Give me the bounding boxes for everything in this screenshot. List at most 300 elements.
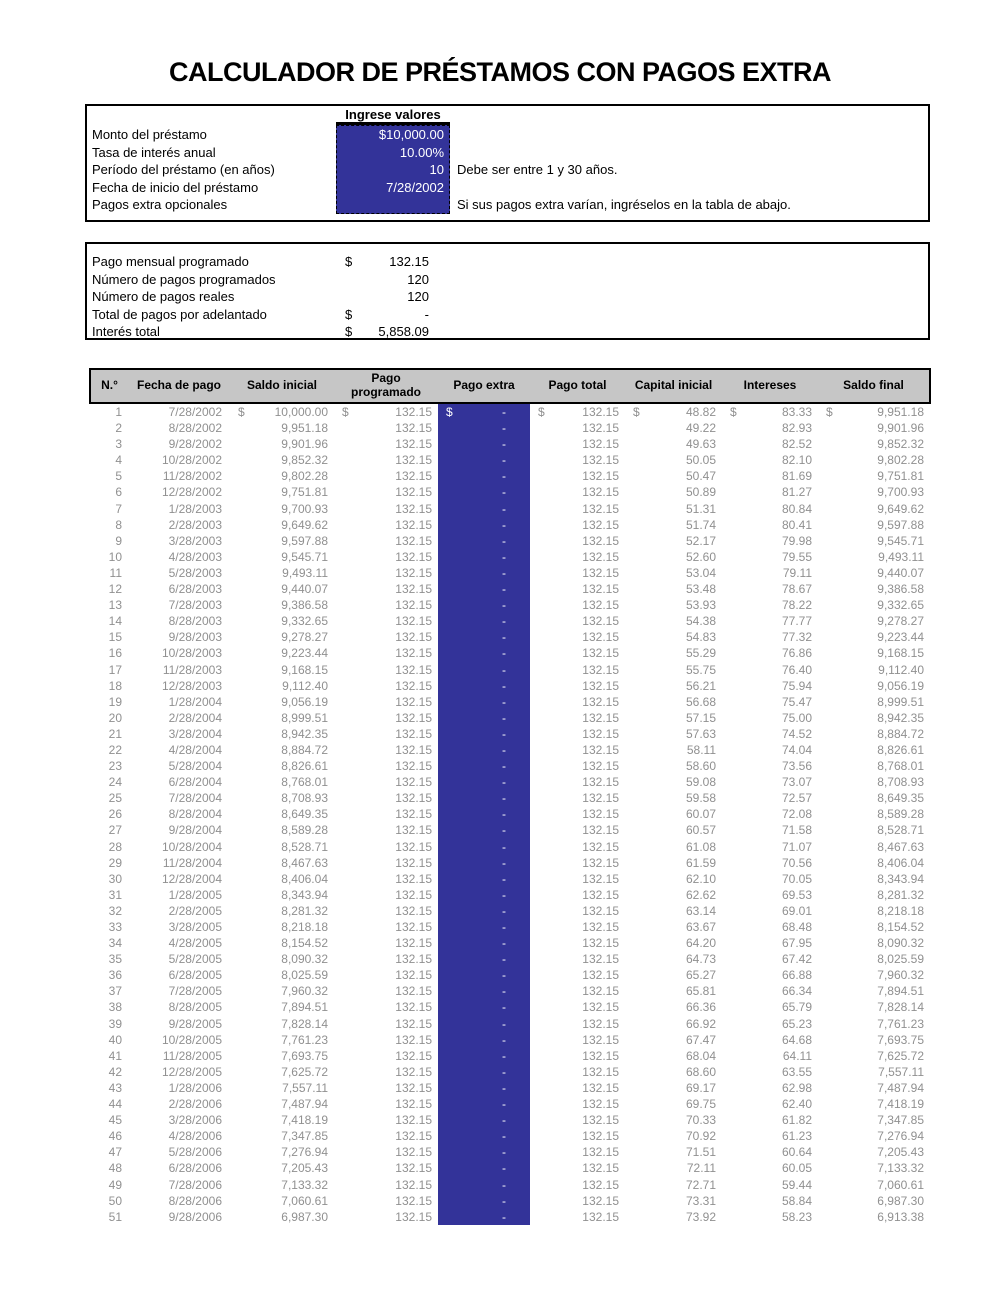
cell-principal: 72.71 bbox=[685, 1177, 716, 1192]
input-rows bbox=[87, 126, 928, 214]
cell-ending-balance: 9,700.93 bbox=[877, 485, 924, 500]
cell-scheduled-payment: 132.15 bbox=[395, 453, 432, 468]
cell-payment-date: 7/28/2003 bbox=[168, 598, 222, 613]
cell-payment-number: 14 bbox=[108, 614, 122, 629]
cell-extra-payment-input[interactable]: - bbox=[438, 1160, 530, 1176]
cell-beginning-balance: 7,276.94 bbox=[281, 1145, 328, 1160]
cell-payment-number: 20 bbox=[108, 710, 122, 725]
input-value-cell[interactable]: 10.00% bbox=[399, 144, 444, 160]
cell-payment-number: 5 bbox=[115, 469, 122, 484]
cell-ending-balance: 7,418.19 bbox=[877, 1097, 924, 1112]
table-row bbox=[90, 935, 930, 951]
cell-beginning-balance: 9,332.65 bbox=[281, 614, 328, 629]
cell-principal: 61.08 bbox=[685, 839, 716, 854]
cell-principal: 56.68 bbox=[685, 694, 716, 709]
schedule-table bbox=[89, 368, 931, 1225]
cell-total-payment: 132.15 bbox=[582, 533, 619, 548]
cell-interest: 61.82 bbox=[781, 1113, 812, 1128]
cell-scheduled-payment: 132.15 bbox=[395, 598, 432, 613]
cell-extra-payment-input[interactable]: - bbox=[438, 501, 530, 517]
cell-principal: 55.29 bbox=[685, 646, 716, 661]
table-row bbox=[90, 581, 930, 597]
cell-principal: 62.10 bbox=[685, 871, 716, 886]
cell-ending-balance: 8,768.01 bbox=[877, 759, 924, 774]
cell-total-payment: 132.15 bbox=[582, 469, 619, 484]
summary-row bbox=[87, 271, 928, 289]
cell-payment-number: 31 bbox=[108, 887, 122, 902]
table-row bbox=[90, 1209, 930, 1225]
cell-interest: 79.11 bbox=[782, 565, 812, 580]
cell-extra-payment-input[interactable]: - bbox=[438, 484, 530, 500]
cell-total-payment: 132.15 bbox=[582, 823, 619, 838]
cell-scheduled-payment: 132.15 bbox=[395, 485, 432, 500]
cell-total-payment: 132.15 bbox=[582, 984, 619, 999]
cell-extra-payment-input[interactable]: - bbox=[438, 1096, 530, 1112]
cell-extra-payment-input[interactable]: - bbox=[438, 1080, 530, 1096]
table-row bbox=[90, 758, 930, 774]
cell-ending-balance: 7,205.43 bbox=[877, 1145, 924, 1160]
cell-interest: 75.00 bbox=[781, 710, 812, 725]
cell-interest: 65.23 bbox=[781, 1016, 812, 1031]
column-header: Fecha de pago bbox=[128, 369, 230, 403]
cell-extra-payment-input[interactable]: - bbox=[438, 806, 530, 822]
cell-payment-date: 5/28/2003 bbox=[168, 565, 222, 580]
summary-value: 120 bbox=[407, 271, 429, 287]
cell-total-payment: 132.15 bbox=[582, 501, 619, 516]
cell-payment-number: 9 bbox=[115, 533, 122, 548]
cell-interest: 60.64 bbox=[781, 1145, 812, 1160]
cell-principal: 51.31 bbox=[685, 501, 716, 516]
cell-scheduled-payment: 132.15 bbox=[395, 614, 432, 629]
cell-payment-date: 9/28/2004 bbox=[168, 823, 222, 838]
cell-scheduled-payment: 132.15 bbox=[395, 1177, 432, 1192]
cell-beginning-balance: 7,625.72 bbox=[281, 1064, 328, 1079]
cell-ending-balance: 8,999.51 bbox=[877, 694, 924, 709]
cell-scheduled-payment: 132.15 bbox=[395, 839, 432, 854]
cell-total-payment: 132.15 bbox=[582, 598, 619, 613]
cell-extra-payment-input[interactable]: - bbox=[438, 951, 530, 967]
input-value-cell[interactable]: 10 bbox=[429, 162, 444, 177]
cell-total-payment: 132.15 bbox=[582, 1161, 619, 1176]
summary-value: 132.15 bbox=[389, 254, 429, 269]
input-value-cell[interactable]: 7/28/2002 bbox=[386, 179, 444, 195]
cell-extra-payment-input[interactable]: - bbox=[438, 629, 530, 645]
cell-payment-date: 3/28/2005 bbox=[168, 920, 222, 934]
cell-extra-payment-input[interactable]: - bbox=[438, 1064, 530, 1080]
cell-payment-number: 27 bbox=[108, 823, 122, 838]
cell-principal: 53.48 bbox=[685, 582, 716, 597]
cell-interest: 78.22 bbox=[781, 598, 812, 613]
cell-payment-date: 11/28/2003 bbox=[162, 662, 222, 677]
cell-extra-payment-input[interactable]: - bbox=[438, 1112, 530, 1128]
cell-scheduled-payment: 132.15 bbox=[395, 1193, 432, 1208]
cell-interest: 81.69 bbox=[781, 469, 812, 484]
cell-beginning-balance: 8,154.52 bbox=[281, 936, 328, 951]
cell-beginning-balance: 7,060.61 bbox=[281, 1193, 328, 1208]
cell-extra-payment-input[interactable]: - bbox=[438, 967, 530, 983]
cell-principal: 60.57 bbox=[685, 823, 716, 838]
cell-extra-payment-input[interactable]: - bbox=[438, 581, 530, 597]
cell-beginning-balance: 7,133.32 bbox=[281, 1177, 328, 1192]
cell-principal: 57.63 bbox=[685, 726, 716, 741]
cell-interest: 62.40 bbox=[781, 1097, 812, 1112]
cell-scheduled-payment: 132.15 bbox=[395, 1000, 432, 1015]
table-row bbox=[90, 694, 930, 710]
cell-beginning-balance: 6,987.30 bbox=[281, 1209, 328, 1224]
summary-value: 120 bbox=[407, 289, 429, 304]
cell-principal: 55.75 bbox=[685, 662, 716, 677]
cell-extra-payment-input[interactable]: - bbox=[438, 468, 530, 484]
input-label: Monto del préstamo bbox=[92, 127, 207, 142]
cell-extra-payment-input[interactable]: - bbox=[438, 1016, 530, 1032]
cell-total-payment: 132.15 bbox=[582, 903, 619, 918]
cell-payment-number: 50 bbox=[108, 1193, 122, 1208]
cell-ending-balance: 7,625.72 bbox=[877, 1048, 924, 1063]
cell-extra-payment-input[interactable]: - bbox=[438, 517, 530, 533]
cell-payment-number: 47 bbox=[108, 1145, 122, 1160]
cell-extra-payment-input[interactable]: - bbox=[438, 855, 530, 871]
cell-beginning-balance: 8,826.61 bbox=[281, 759, 328, 774]
cell-ending-balance: 9,751.81 bbox=[877, 469, 924, 484]
cell-principal: 73.31 bbox=[685, 1193, 716, 1208]
input-row bbox=[87, 126, 928, 144]
cell-principal: 68.04 bbox=[685, 1048, 716, 1063]
cell-payment-date: 4/28/2004 bbox=[168, 742, 222, 757]
cell-payment-number: 30 bbox=[108, 871, 122, 886]
cell-extra-payment-input[interactable]: - bbox=[438, 662, 530, 678]
cell-extra-payment-input[interactable]: - bbox=[438, 887, 530, 903]
cell-ending-balance: 8,467.63 bbox=[877, 839, 924, 854]
column-header: N.° bbox=[90, 369, 128, 403]
table-row bbox=[90, 967, 930, 983]
cell-beginning-balance: 9,223.44 bbox=[281, 646, 328, 661]
cell-ending-balance: 9,112.40 bbox=[878, 662, 924, 677]
cell-extra-payment-input[interactable]: - bbox=[438, 533, 530, 549]
cell-payment-date: 3/28/2004 bbox=[168, 726, 222, 741]
cell-payment-date: 3/28/2006 bbox=[168, 1113, 222, 1128]
cell-interest: 74.04 bbox=[781, 742, 812, 757]
cell-ending-balance: 8,528.71 bbox=[877, 823, 924, 838]
cell-extra-payment-input[interactable]: - bbox=[438, 565, 530, 581]
cell-scheduled-payment: 132.15 bbox=[395, 1129, 432, 1144]
input-value-cell[interactable]: $10,000.00 bbox=[378, 127, 444, 142]
cell-payment-date: 2/28/2006 bbox=[168, 1097, 222, 1112]
cell-extra-payment-input[interactable]: - bbox=[438, 420, 530, 436]
cell-total-payment: 132.15 bbox=[582, 1048, 619, 1063]
cell-payment-number: 19 bbox=[108, 694, 122, 709]
cell-payment-number: 13 bbox=[108, 598, 122, 613]
cell-payment-date: 4/28/2005 bbox=[168, 936, 222, 951]
cell-payment-date: 1/28/2003 bbox=[168, 501, 222, 516]
cell-payment-number: 25 bbox=[108, 791, 122, 806]
cell-beginning-balance: 8,467.63 bbox=[281, 855, 328, 870]
dollar-sign: $ bbox=[538, 405, 545, 419]
cell-extra-payment-input[interactable]: - bbox=[438, 613, 530, 629]
cell-interest: 80.41 bbox=[781, 517, 812, 532]
cell-extra-payment-input[interactable]: - bbox=[438, 1048, 530, 1064]
dollar-sign: $ bbox=[446, 405, 453, 419]
input-note: Debe ser entre 1 y 30 años. bbox=[457, 162, 618, 177]
cell-payment-date: 4/28/2003 bbox=[168, 549, 222, 564]
cell-principal: 49.63 bbox=[685, 437, 716, 452]
cell-principal: 52.17 bbox=[685, 533, 716, 548]
cell-extra-payment-input[interactable]: - bbox=[438, 903, 530, 919]
cell-interest: 82.93 bbox=[781, 421, 812, 436]
cell-extra-payment-input[interactable]: - bbox=[438, 742, 530, 758]
cell-beginning-balance: 9,112.40 bbox=[282, 678, 328, 693]
cell-payment-number: 36 bbox=[108, 968, 122, 983]
input-label: Período del préstamo (en años) bbox=[92, 162, 275, 177]
cell-scheduled-payment: 132.15 bbox=[395, 549, 432, 564]
table-row bbox=[90, 919, 930, 935]
cell-principal: 66.92 bbox=[685, 1016, 716, 1031]
cell-payment-date: 4/28/2006 bbox=[168, 1129, 222, 1144]
cell-extra-payment-input[interactable]: - bbox=[438, 726, 530, 742]
cell-payment-number: 51 bbox=[108, 1209, 122, 1224]
cell-payment-number: 43 bbox=[108, 1080, 122, 1095]
cell-ending-balance: 7,828.14 bbox=[877, 1000, 924, 1015]
cell-ending-balance: 9,802.28 bbox=[877, 453, 924, 468]
cell-extra-payment-input[interactable]: - bbox=[438, 774, 530, 790]
cell-principal: 63.67 bbox=[685, 920, 716, 934]
cell-total-payment: 132.15 bbox=[582, 1129, 619, 1144]
table-row bbox=[90, 662, 930, 678]
cell-total-payment: 132.15 bbox=[582, 549, 619, 564]
cell-beginning-balance: 8,528.71 bbox=[281, 839, 328, 854]
summary-currency: $ bbox=[345, 324, 353, 339]
cell-extra-payment-input[interactable]: - bbox=[438, 1032, 530, 1048]
cell-extra-payment-input[interactable]: - bbox=[438, 758, 530, 774]
table-row bbox=[90, 436, 930, 452]
input-row bbox=[87, 144, 928, 162]
cell-principal: 64.20 bbox=[685, 936, 716, 951]
table-row bbox=[90, 565, 930, 581]
dollar-sign: $ bbox=[342, 405, 349, 419]
cell-principal: 71.51 bbox=[685, 1145, 716, 1160]
table-row bbox=[90, 597, 930, 613]
cell-payment-date: 5/28/2004 bbox=[168, 759, 222, 774]
cell-scheduled-payment: 132.15 bbox=[395, 678, 432, 693]
cell-scheduled-payment: 132.15 bbox=[395, 936, 432, 951]
cell-total-payment: 132.15 bbox=[582, 646, 619, 661]
cell-total-payment: 132.15 bbox=[582, 582, 619, 597]
cell-total-payment: 132.15 bbox=[582, 1064, 619, 1079]
cell-interest: 71.07 bbox=[781, 839, 812, 854]
cell-extra-payment-input[interactable]: - bbox=[438, 871, 530, 887]
cell-extra-payment-input[interactable]: - bbox=[438, 839, 530, 855]
cell-scheduled-payment: 132.15 bbox=[395, 469, 432, 484]
cell-ending-balance: 7,761.23 bbox=[877, 1016, 924, 1031]
cell-extra-payment-input[interactable]: - bbox=[438, 645, 530, 661]
cell-payment-number: 40 bbox=[108, 1032, 122, 1047]
cell-extra-payment-input[interactable]: - bbox=[438, 935, 530, 951]
cell-total-payment: 132.15 bbox=[582, 614, 619, 629]
cell-principal: 70.33 bbox=[685, 1113, 716, 1128]
cell-scheduled-payment: 132.15 bbox=[395, 1209, 432, 1224]
cell-beginning-balance: 7,418.19 bbox=[281, 1113, 328, 1128]
cell-payment-number: 48 bbox=[108, 1161, 122, 1176]
cell-principal: 73.92 bbox=[685, 1209, 716, 1224]
cell-interest: 82.52 bbox=[781, 437, 812, 452]
dollar-sign: $ bbox=[730, 405, 737, 419]
dollar-sign: $ bbox=[826, 405, 833, 419]
cell-payment-date: 1/28/2004 bbox=[168, 694, 222, 709]
cell-scheduled-payment: 132.15 bbox=[395, 726, 432, 741]
cell-principal: 57.15 bbox=[685, 710, 716, 725]
cell-payment-number: 29 bbox=[108, 855, 122, 870]
cell-ending-balance: 8,343.94 bbox=[877, 871, 924, 886]
cell-payment-number: 42 bbox=[108, 1064, 122, 1079]
cell-extra-payment-input[interactable]: - bbox=[438, 1128, 530, 1144]
cell-total-payment: 132.15 bbox=[582, 1193, 619, 1208]
cell-ending-balance: 7,060.61 bbox=[877, 1177, 924, 1192]
cell-scheduled-payment: 132.15 bbox=[395, 421, 432, 436]
cell-principal: 66.36 bbox=[685, 1000, 716, 1015]
cell-principal: 61.59 bbox=[685, 855, 716, 870]
cell-payment-date: 11/28/2002 bbox=[162, 469, 222, 484]
cell-extra-payment-input[interactable]: - bbox=[438, 694, 530, 710]
table-row bbox=[90, 1032, 930, 1048]
cell-scheduled-payment: 132.15 bbox=[395, 694, 432, 709]
cell-scheduled-payment: 132.15 bbox=[395, 968, 432, 983]
cell-ending-balance: 6,913.38 bbox=[877, 1209, 924, 1224]
cell-scheduled-payment: 132.15 bbox=[395, 582, 432, 597]
table-row bbox=[90, 822, 930, 838]
cell-extra-payment-input[interactable]: - bbox=[438, 983, 530, 999]
cell-payment-number: 15 bbox=[108, 630, 122, 645]
cell-ending-balance: 7,276.94 bbox=[877, 1129, 924, 1144]
cell-payment-number: 21 bbox=[108, 726, 122, 741]
cell-beginning-balance: 8,090.32 bbox=[281, 952, 328, 967]
cell-principal: 69.17 bbox=[685, 1080, 716, 1095]
cell-payment-date: 9/28/2002 bbox=[168, 437, 222, 452]
cell-extra-payment-input[interactable]: - bbox=[438, 549, 530, 565]
cell-extra-payment-input[interactable]: - bbox=[438, 452, 530, 468]
summary-box bbox=[85, 242, 930, 340]
cell-beginning-balance: $ 10,000.00 bbox=[238, 405, 328, 419]
cell-ending-balance: 8,218.18 bbox=[877, 903, 924, 918]
input-label: Fecha de inicio del préstamo bbox=[92, 179, 259, 195]
cell-extra-payment-input[interactable]: - bbox=[438, 436, 530, 452]
cell-payment-number: 33 bbox=[108, 920, 122, 934]
input-label: Pagos extra opcionales bbox=[92, 197, 228, 212]
summary-label: Total de pagos por adelantado bbox=[92, 306, 267, 322]
cell-payment-number: 41 bbox=[108, 1048, 122, 1063]
cell-beginning-balance: 9,802.28 bbox=[281, 469, 328, 484]
cell-payment-date: 8/28/2004 bbox=[168, 807, 222, 822]
summary-rows bbox=[87, 253, 928, 341]
cell-total-payment: 132.15 bbox=[582, 936, 619, 951]
cell-scheduled-payment: 132.15 bbox=[395, 984, 432, 999]
table-row bbox=[90, 774, 930, 790]
table-row bbox=[90, 452, 930, 468]
cell-total-payment: 132.15 bbox=[582, 662, 619, 677]
cell-payment-date: 6/28/2006 bbox=[168, 1161, 222, 1176]
cell-interest: 58.84 bbox=[781, 1193, 812, 1208]
table-row bbox=[90, 629, 930, 645]
cell-principal: 70.92 bbox=[685, 1129, 716, 1144]
cell-extra-payment-input[interactable]: - bbox=[438, 822, 530, 838]
cell-extra-payment-input[interactable]: - bbox=[438, 1193, 530, 1209]
cell-beginning-balance: 9,440.07 bbox=[281, 582, 328, 597]
cell-extra-payment-input[interactable]: - bbox=[438, 678, 530, 694]
table-row bbox=[90, 1144, 930, 1160]
cell-extra-payment-input[interactable]: - bbox=[438, 1177, 530, 1193]
cell-extra-payment-input[interactable]: $ - bbox=[438, 403, 530, 420]
cell-interest: 81.27 bbox=[781, 485, 812, 500]
cell-scheduled-payment: 132.15 bbox=[395, 807, 432, 822]
cell-beginning-balance: 7,557.11 bbox=[282, 1080, 328, 1095]
cell-extra-payment-input[interactable]: - bbox=[438, 710, 530, 726]
cell-interest: 82.10 bbox=[781, 453, 812, 468]
cell-payment-number: 22 bbox=[108, 742, 122, 757]
cell-beginning-balance: 9,597.88 bbox=[281, 533, 328, 548]
cell-payment-number: 24 bbox=[108, 775, 122, 790]
cell-payment-number: 45 bbox=[108, 1113, 122, 1128]
cell-payment-number: 23 bbox=[108, 759, 122, 774]
cell-extra-payment-input[interactable]: - bbox=[438, 1144, 530, 1160]
cell-scheduled-payment: 132.15 bbox=[395, 759, 432, 774]
cell-extra-payment-input[interactable]: - bbox=[438, 999, 530, 1015]
cell-payment-date: 8/28/2005 bbox=[168, 1000, 222, 1015]
cell-interest: 62.98 bbox=[781, 1080, 812, 1095]
dollar-sign: $ bbox=[633, 405, 640, 419]
cell-scheduled-payment: 132.15 bbox=[395, 903, 432, 918]
cell-scheduled-payment: 132.15 bbox=[395, 1161, 432, 1176]
cell-principal: 56.21 bbox=[685, 678, 716, 693]
cell-payment-date: 10/28/2004 bbox=[161, 839, 222, 854]
cell-total-payment: 132.15 bbox=[582, 678, 619, 693]
input-row bbox=[87, 179, 928, 197]
table-row bbox=[90, 951, 930, 967]
schedule-header-row bbox=[90, 369, 930, 403]
cell-payment-date: 5/28/2005 bbox=[168, 952, 222, 967]
cell-scheduled-payment: 132.15 bbox=[395, 437, 432, 452]
cell-payment-number: 18 bbox=[108, 678, 122, 693]
cell-extra-payment-input[interactable]: - bbox=[438, 919, 530, 935]
cell-principal: 58.11 bbox=[686, 742, 716, 757]
table-row bbox=[90, 484, 930, 500]
cell-beginning-balance: 9,700.93 bbox=[281, 501, 328, 516]
cell-beginning-balance: 7,693.75 bbox=[281, 1048, 328, 1063]
cell-scheduled-payment: 132.15 bbox=[395, 775, 432, 790]
cell-payment-number: 7 bbox=[115, 501, 122, 516]
table-row bbox=[90, 790, 930, 806]
cell-principal: 49.22 bbox=[685, 421, 716, 436]
cell-beginning-balance: 9,493.11 bbox=[282, 565, 328, 580]
column-header: Saldo inicial bbox=[230, 369, 334, 403]
cell-extra-payment-input[interactable]: - bbox=[438, 597, 530, 613]
cell-extra-payment-input[interactable]: - bbox=[438, 1209, 530, 1225]
table-row bbox=[90, 1048, 930, 1064]
cell-ending-balance: 9,223.44 bbox=[877, 630, 924, 645]
cell-total-payment: 132.15 bbox=[582, 887, 619, 902]
cell-payment-date: 6/28/2004 bbox=[168, 775, 222, 790]
cell-scheduled-payment: 132.15 bbox=[395, 1113, 432, 1128]
cell-total-payment: 132.15 bbox=[582, 855, 619, 870]
cell-payment-date: 11/28/2005 bbox=[162, 1048, 222, 1063]
cell-payment-date: 7/28/2006 bbox=[168, 1177, 222, 1192]
cell-extra-payment-input[interactable]: - bbox=[438, 790, 530, 806]
cell-beginning-balance: 8,999.51 bbox=[281, 710, 328, 725]
table-row bbox=[90, 806, 930, 822]
cell-interest: 73.07 bbox=[781, 775, 812, 790]
cell-total-payment: 132.15 bbox=[582, 437, 619, 452]
cell-scheduled-payment: 132.15 bbox=[395, 646, 432, 661]
cell-payment-date: 10/28/2003 bbox=[161, 646, 222, 661]
cell-interest: 67.42 bbox=[781, 952, 812, 967]
cell-principal: 69.75 bbox=[685, 1097, 716, 1112]
